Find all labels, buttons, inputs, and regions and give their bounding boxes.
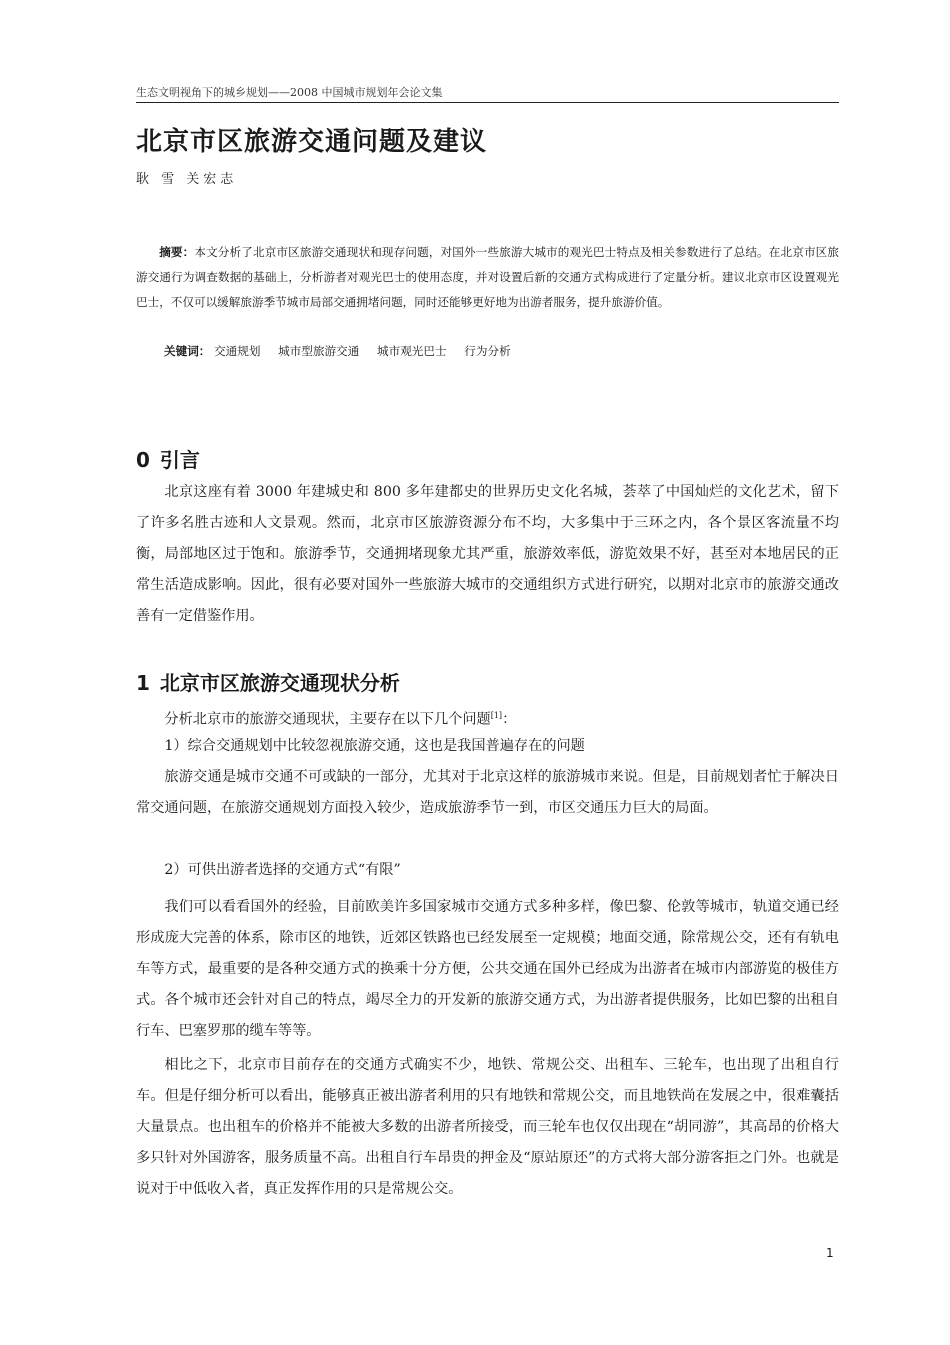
point-2-text-continued: 相比之下，北京市目前存在的交通方式确实不少，地铁、常规公交、出租车、三轮车，也出现了出租自行车。但是仔细分析可以看出，能够真正被出游者利用的只有地铁和常规公交，而且地铁尚在发展之中，很难囊括大量景点。也出租车的价格并不能被大多数的出游者所接受，而三轮车也仅仅出现在“胡同游”，其高昂的价格大多只针对外国游客，服务质量不高。出租自行车昂贵的押金及“原站原还”的方式将大部分游客拒之门外。也就是说对于中低收入者，真正发挥作用的只是常规公交。 xyxy=(136,1057,839,1197)
paper-authors: 耿 雪 关宏志 xyxy=(136,172,238,187)
section-title: 北京市区旅游交通现状分析 xyxy=(159,671,400,695)
intro-paragraph: 北京这座有着 3000 年建城史和 800 多年建都史的世界历史文化名城，荟萃了中国灿烂的文化艺术，留下了许多名胜古迹和人文景观。然而，北京市区旅游资源分布不均，大多集中于三环之内，各个景区客流量不均衡，局部地区过于饱和。旅游季节，交通拥堵现象尤其严重，旅游效率低，游览效果不好，甚至对本地居民的正常生活造成影响。因此，很有必要对国外一些旅游大城市的交通组织方式进行研究，以期对北京市的旅游交通改善有一定借鉴作用。 xyxy=(136,484,839,624)
keywords xyxy=(164,339,525,364)
section-heading-intro xyxy=(136,444,200,473)
paper-title: 北京市区旅游交通问题及建议 xyxy=(136,127,488,157)
running-header: 生态文明视角下的城乡规划——2008 中国城市规划年会论文集 xyxy=(136,86,443,99)
abstract-label: 摘要： xyxy=(159,245,195,259)
point-1-title: 1）综合交通规划中比较忽视旅游交通，这也是我国普遍存在的问题 xyxy=(164,738,585,754)
section-number: 0 xyxy=(136,448,150,472)
citation-ref: [1] xyxy=(490,711,503,720)
point-1-text: 旅游交通是城市交通不可或缺的一部分，尤其对于北京这样的旅游城市来说。但是，目前规划者忙于解决日常交通问题，在旅游交通规划方面投入较少，造成旅游季节一到，市区交通压力巨大的局面。 xyxy=(136,769,839,816)
point-2-title: 2）可供出游者选择的交通方式“有限” xyxy=(164,862,401,878)
section-heading-analysis xyxy=(136,667,400,696)
keyword: 行为分析 xyxy=(464,344,511,358)
abstract xyxy=(136,240,839,315)
keyword: 城市型旅游交通 xyxy=(278,344,360,358)
keywords-label: 关键词： xyxy=(164,344,211,358)
keyword: 城市观光巴士 xyxy=(377,344,447,358)
abstract-text: 本文分析了北京市区旅游交通现状和现存问题，对国外一些旅游大城市的观光巴士特点及相关参数进行了总结。在北京市区旅游交通行为调查数据的基础上，分析游者对观光巴士的使用态度，并对设置后新的交通方式构成进行了定量分析。建议北京市区设置观光巴士，不仅可以缓解旅游季节城市局部交通拥堵问题，同时还能够更好地为出游者服务，提升旅游价值。 xyxy=(136,245,839,309)
section-title: 引言 xyxy=(159,448,200,472)
point-2-text: 我们可以看看国外的经验，目前欧美许多国家城市交通方式多种多样，像巴黎、伦敦等城市，轨道交通已经形成庞大完善的体系，除市区的地铁，近郊区铁路也已经发展至一定规模；地面交通，除常规公交，还有有轨电车等方式，最重要的是各种交通方式的换乘十分方便，公共交通在国外已经成为出游者在城市内部游览的极佳方式。各个城市还会针对自己的特点，竭尽全力的开发新的旅游交通方式，为出游者提供服务，比如巴黎的出租自行车、巴塞罗那的缆车等等。 xyxy=(136,899,839,1039)
keyword: 交通规划 xyxy=(214,344,261,358)
header-rule xyxy=(136,102,839,103)
page-number: 1 xyxy=(826,1246,834,1260)
analysis-lead-text: 分析北京市的旅游交通现状，主要存在以下几个问题 xyxy=(164,711,491,728)
section-number: 1 xyxy=(136,671,150,695)
analysis-lead-end: ： xyxy=(502,711,517,728)
